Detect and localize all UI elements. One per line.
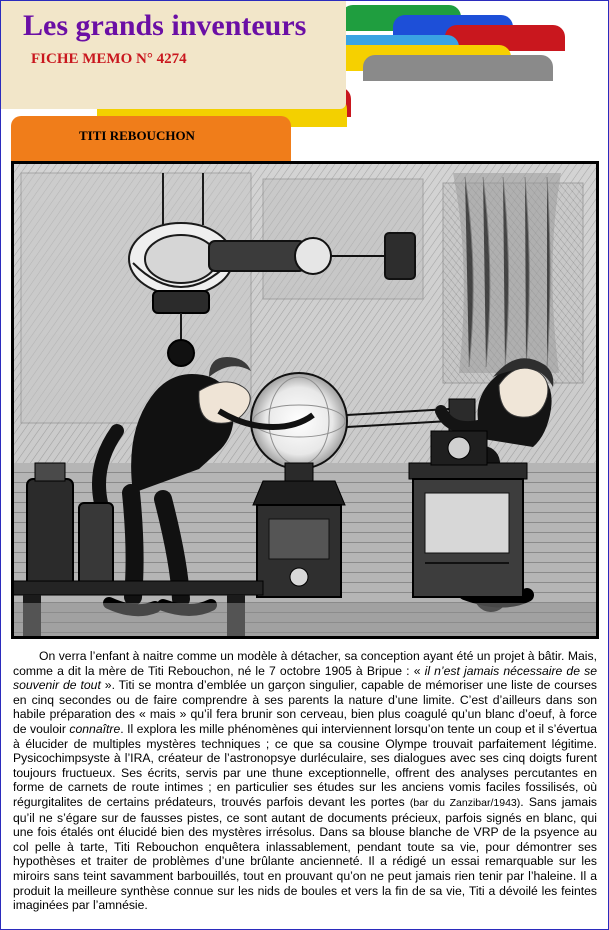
page-subtitle: FICHE MEMO N° 4274 [31, 51, 187, 67]
body-seg-5: (bar du Zanzibar/1943) [409, 796, 521, 809]
body-seg-3: connaître [69, 721, 121, 736]
article-paragraph [13, 649, 597, 913]
illustration-engraving [11, 161, 599, 639]
body-seg-6: . Sans jamais qu’il ne s’égare sur de fausses pistes, ce sont autant de documents précieux, parfois signés en blanc, qui une fois étalés ont élucidé bien des mystères irrésolus. Dans sa blouse blanche de VRP de la psyence au col pelle à tarte, Titi Rebouchon enquêtera inlassablement, pendant toute sa vie, pour démontrer ses hypothèses et traiter de problèmes d’une brûlante ancienneté. Il a rédigé un essai remarquable sur les miroirs sans teint savamment barbouillés, tout en prouvant qu’on ne peut jamais rien tenir par l’haleine. Il a produit la meilleure synthèse connue sur les nids de boules et vers la fin de sa vie, Titi a dévoilé les feintes imaginées par l’amnésie. [13, 794, 598, 913]
page-title: Les grands inventeurs [23, 9, 307, 42]
inventor-name: TITI REBOUCHON [79, 128, 195, 143]
body-seg-2: ». Titi se montra d’emblée un garçon singulier, capable de mémoriser une liste de courses en cinq secondes ou de faire comprendre à ses parents la nature d’une limite. C’est d’ailleurs dans son habile préparation des « mais » qu’il fera brunir son cerveau, bien plus coagulé qu’un blanc d’oeuf, à force de vouloir [13, 678, 597, 736]
body-seg-1: il n’est jamais nécessaire de se souvenir de tout [13, 663, 597, 693]
article-body [13, 649, 597, 913]
body-seg-4: . Il explora les mille phénomènes qui interviennent lorsqu’on tente un coup et il s’évertua à élucider de multiples mystères techniques ; ce que sa cousine Olympe trouvait parfaitement légitime. Pysicochimpsyste à l’IRA, créateur de l’astronopsye durléculaire, ses dialogues avec ses cinq doigts furent toujours fructueux. Ses écrits, servis par une thune exceptionnelle, offrent des analyses percutantes en forme de carnets de route intimes ; en particulier ses études sur les anciens vomis faciles fossilisés, où régurgitalites de certains prédateurs, trouvés parfois devant les portes [13, 721, 598, 809]
body-seg-0: On verra l’enfant à naitre comme un modèle à détacher, sa conception ayant été un projet à bâtir. Mais, comme a dit la mère de Titi Rebouchon, né le 7 octobre 1905 à Bripue : « [13, 649, 597, 678]
folder-tab-grey [363, 55, 553, 81]
